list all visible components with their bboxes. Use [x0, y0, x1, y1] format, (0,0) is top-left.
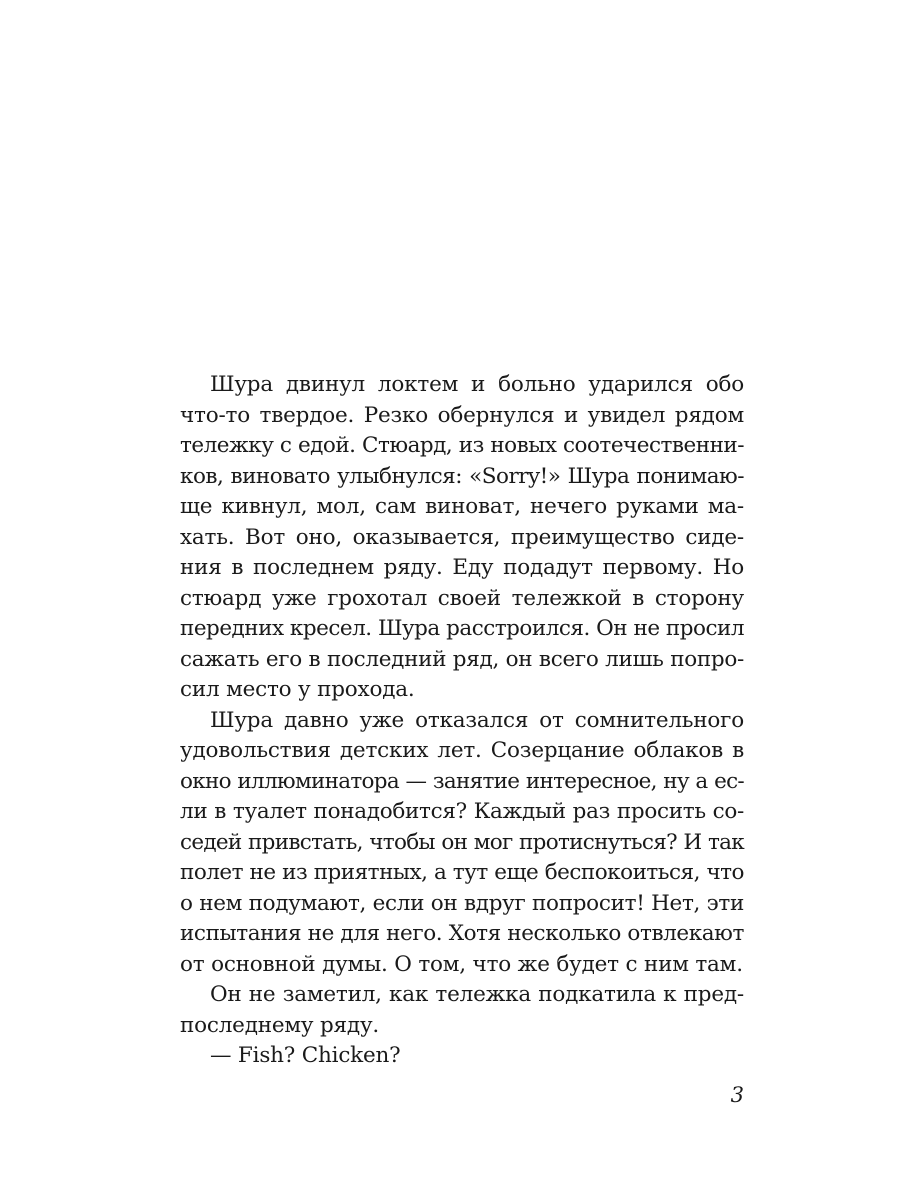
text-line: ли в туалет понадобится? Каждый раз просить со- — [180, 799, 744, 824]
text-line: последнему ряду. — [180, 1012, 380, 1038]
text-line: хать. Вот оно, оказывается, преимущество сиде- — [180, 524, 744, 550]
text-line: тележку с едой. Стюард, из новых соотечественни- — [180, 433, 744, 458]
text-line: — Fish? Chicken? — [210, 1043, 401, 1068]
text-line: от основной думы. О том, что же будет с ним там. — [180, 951, 743, 977]
text-line: о нем подумают, если он вдруг попросит! Нет, эти — [180, 890, 744, 916]
text-line: стюард уже грохотал своей тележкой в сторону — [180, 585, 744, 611]
text-line: что-то твердое. Резко обернулся и увидел рядом — [180, 402, 744, 428]
body-text — [180, 370, 744, 1072]
text-line: удовольствия детских лет. Созерцание облаков в — [180, 738, 744, 763]
text-line: окно иллюминатора — занятие интересное, ну а ес- — [180, 768, 744, 794]
page-number: 3 — [730, 1083, 744, 1107]
text-line: Шура двинул локтем и больно ударился обо — [210, 372, 744, 397]
text-line: испытания не для него. Хотя несколько отвлекают — [180, 921, 744, 946]
text-line: сажать его в последний ряд, он всего лишь попро- — [180, 646, 744, 672]
text-line: седей привстать, чтобы он мог протиснуться? И так — [180, 829, 744, 855]
text-line: Шура давно уже отказался от сомнительного — [210, 707, 744, 733]
text-line: ще кивнул, мол, сам виноват, нечего руками ма- — [180, 494, 744, 519]
text-line: ков, виновато улыбнулся: «Sorry!» Шура понимаю- — [180, 463, 744, 489]
text-line: Он не заметил, как тележка подкатила к пред- — [210, 982, 744, 1007]
text-line: сил место у прохода. — [180, 677, 415, 702]
text-line: ния в последнем ряду. Еду подадут первому. Но — [180, 555, 744, 580]
text-line: передних кресел. Шура расстроился. Он не просил — [180, 616, 744, 641]
text-line: полет не из приятных, а тут еще беспокоиться, что — [180, 860, 744, 885]
